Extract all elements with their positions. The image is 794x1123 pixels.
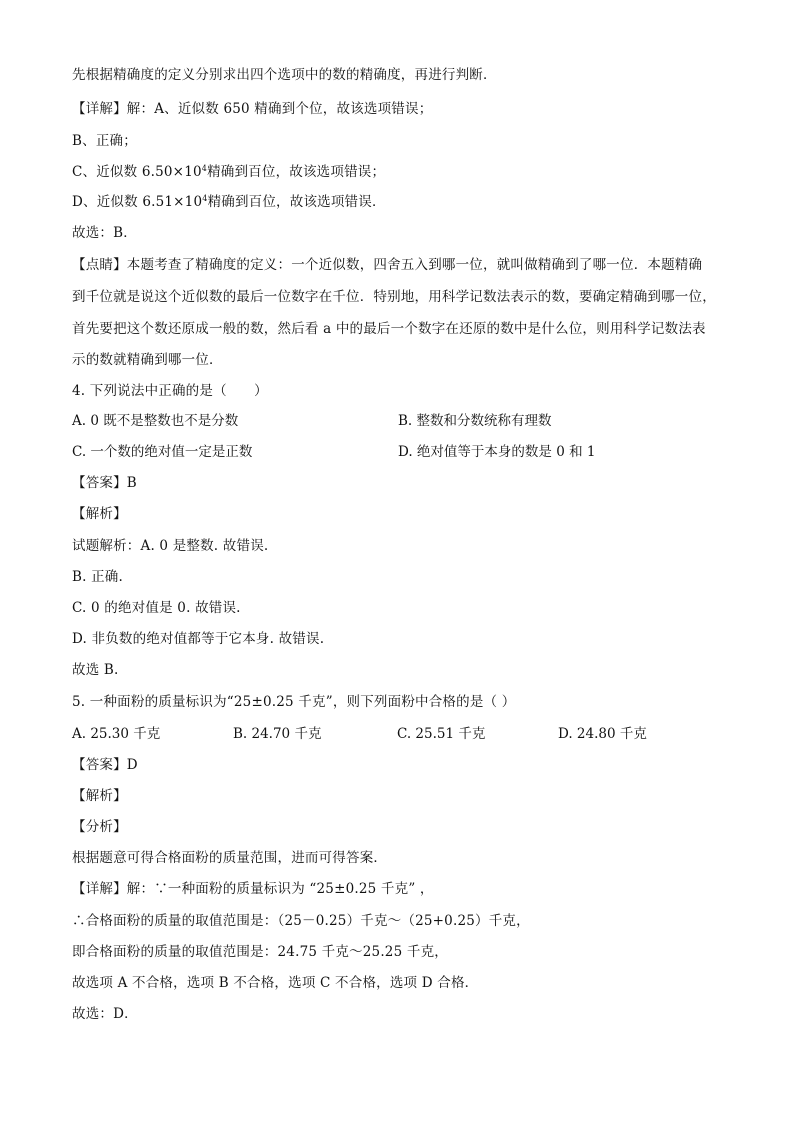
question-5-stem: 5. 一种面粉的质量标识为“25±0.25 千克”，则下列面粉中合格的是（ ） [72, 694, 516, 710]
q4-option-b: B. 整数和分数统称有理数 [398, 413, 552, 429]
detail-c-suffix: 精确到百位，故该选项错误； [207, 164, 386, 180]
q5-fenxi-text: 根据题意可得合格面粉的质量范围，进而可得答案． [72, 850, 388, 866]
q5-detail-3: 即合格面粉的质量的取值范围是：24.75 千克～25.25 千克， [72, 944, 448, 960]
q5-analysis-label: 【解析】 [72, 788, 127, 804]
q4-conclusion: 故选 B. [72, 662, 119, 678]
q4-option-c: C. 一个数的绝对值一定是正数 [72, 444, 253, 460]
solution-detail-b: B、正确； [72, 133, 137, 149]
detail-c-exponent: 4 [201, 164, 208, 173]
comment-line-1: 【点睛】本题考查了精确度的定义：一个近似数，四舍五入到哪一位，就叫做精确到了哪一位．本题精确 [72, 257, 703, 273]
q4-analysis-b: B. 正确. [72, 569, 123, 585]
q5-detail-4: 故选项 A 不合格，选项 B 不合格，选项 C 不合格，选项 D 合格． [72, 975, 479, 991]
detail-d-prefix: D、近似数 6.51×10 [72, 194, 203, 210]
q4-option-a: A. 0 既不是整数也不是分数 [72, 413, 239, 429]
comment-line-3: 首先要把这个数还原成一般的数，然后看 a 中的最后一个数字在还原的数中是什么位，则用科学记数法表 [72, 321, 706, 337]
q4-analysis-a: 试题解析：A. 0 是整数. 故错误. [72, 538, 269, 554]
q5-option-a: A. 25.30 千克 [72, 726, 161, 742]
detail-d-exponent: 4 [202, 194, 208, 203]
q5-conclusion: 故选：D． [72, 1006, 138, 1022]
comment-line-2: 到千位就是说这个近似数的最后一位数字在千位．特别地，用科学记数法表示的数，要确定精确到哪一位， [72, 289, 716, 305]
solution-conclusion: 故选：B． [72, 225, 137, 241]
detail-c-prefix: C、近似数 6.50×10 [72, 164, 202, 180]
q4-analysis-d: D. 非负数的绝对值都等于它本身. 故错误. [72, 631, 325, 647]
solution-detail-d [72, 193, 386, 211]
q4-analysis-c: C. 0 的绝对值是 0. 故错误. [72, 600, 241, 616]
q5-detail-2: ∴合格面粉的质量的取值范围是：（25－0.25）千克～（25+0.25）千克， [72, 913, 530, 929]
comment-line-4: 示的数就精确到哪一位． [72, 352, 223, 368]
q5-fenxi-label: 【分析】 [72, 819, 127, 835]
q5-option-b: B. 24.70 千克 [233, 726, 322, 742]
q5-answer: 【答案】D [72, 757, 138, 773]
solution-detail-a: 【详解】解：A、近似数 650 精确到个位，故该选项错误； [72, 101, 433, 117]
q5-option-d: D. 24.80 千克 [558, 726, 647, 742]
solution-intro: 先根据精确度的定义分别求出四个选项中的数的精确度，再进行判断． [72, 67, 497, 83]
q5-detail-1: 【详解】解：∵一种面粉的质量标识为 “25±0.25 千克” ， [72, 881, 434, 897]
q5-option-c: C. 25.51 千克 [397, 726, 486, 742]
q4-option-d: D. 绝对值等于本身的数是 0 和 1 [398, 444, 596, 460]
q4-analysis-label: 【解析】 [72, 506, 127, 522]
solution-detail-c [72, 163, 385, 181]
detail-d-suffix: 精确到百位，故该选项错误． [207, 194, 386, 210]
question-4-stem: 4. 下列说法中正确的是（ ） [72, 383, 268, 399]
q4-answer: 【答案】B [72, 475, 137, 491]
